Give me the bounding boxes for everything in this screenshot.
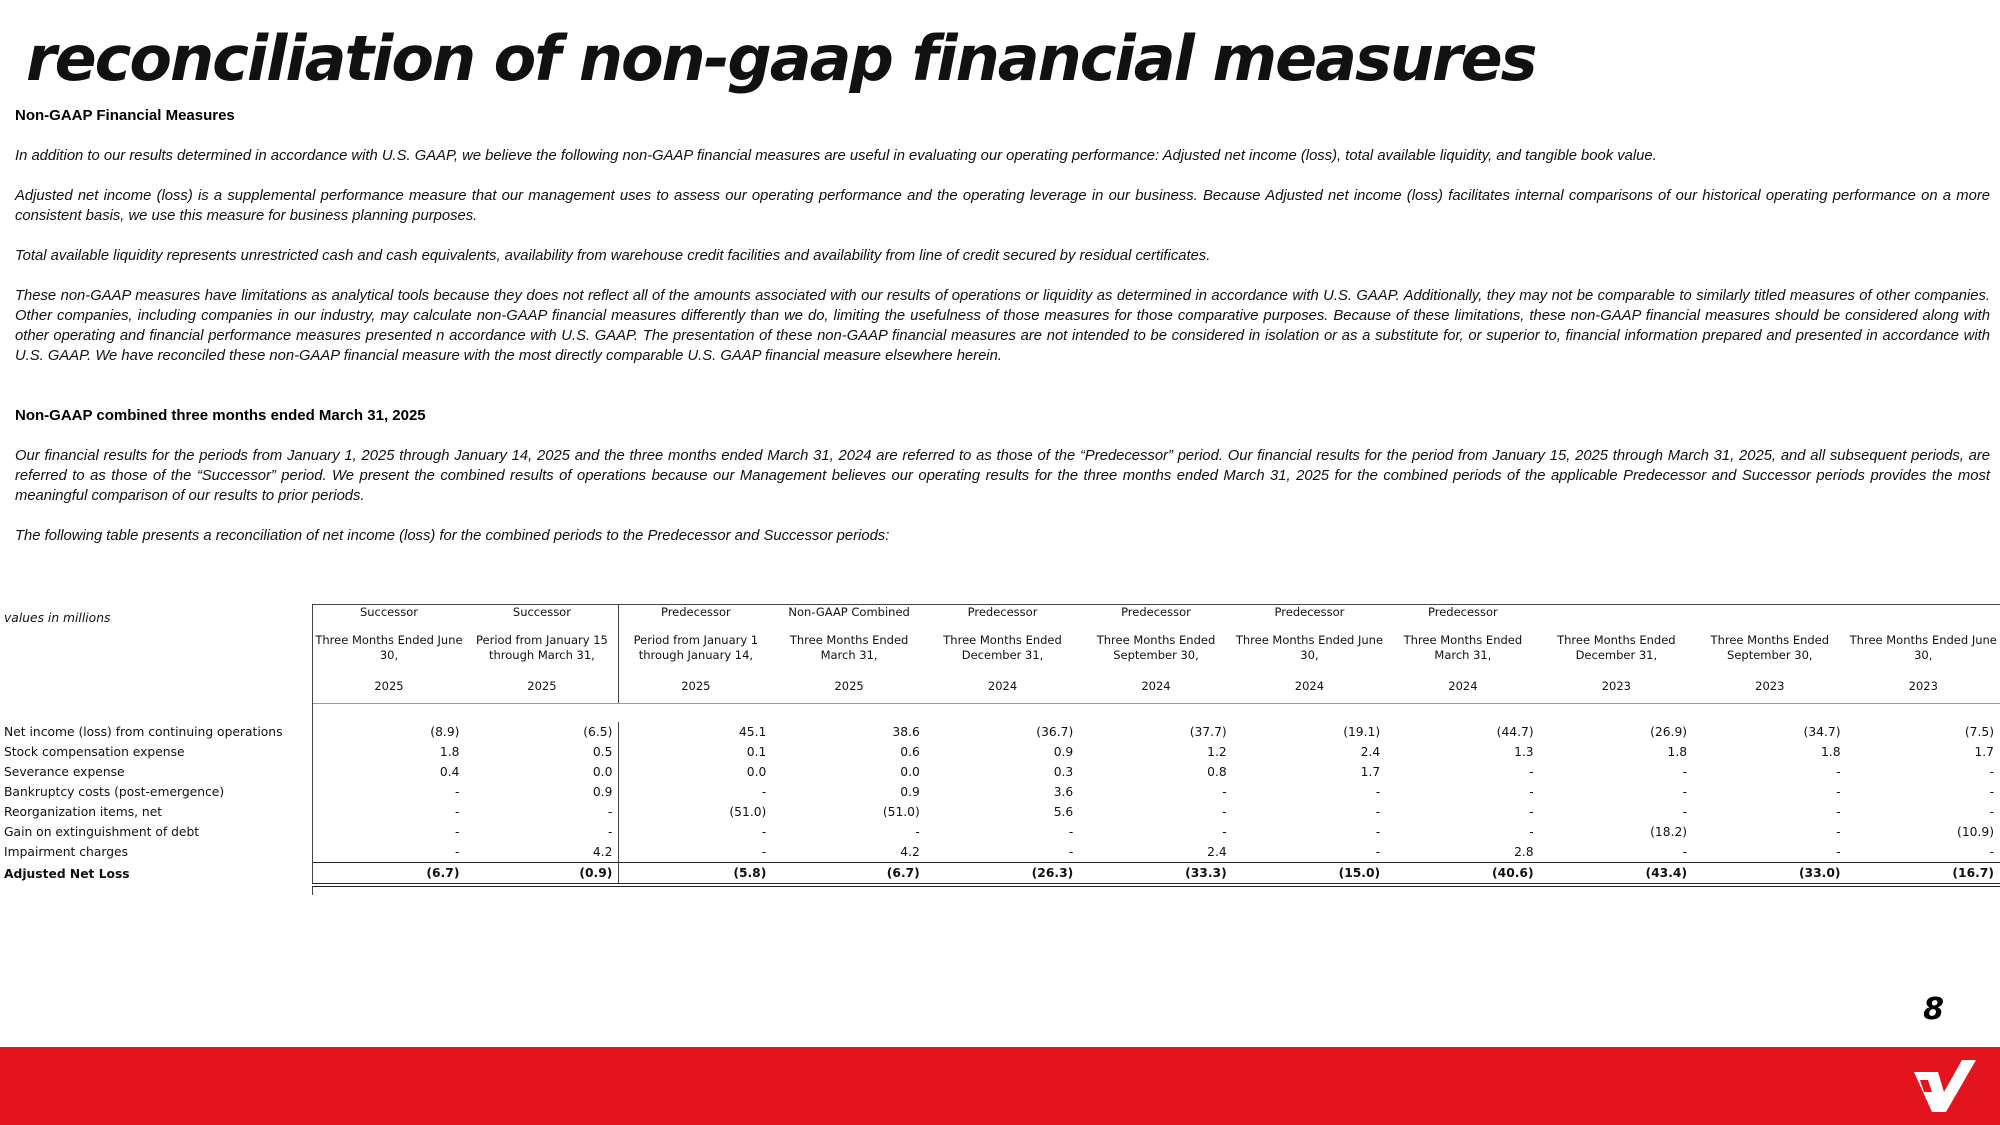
table-cell: 1.8 bbox=[439, 745, 460, 759]
column-type-header: Successor bbox=[465, 605, 618, 634]
table-cell: (26.9) bbox=[1650, 725, 1688, 739]
column-period-header: Three Months Ended June 30, bbox=[315, 633, 463, 662]
column-period-header: Period from January 1 through January 14, bbox=[633, 633, 759, 662]
column-period-header: Three Months Ended March 31, bbox=[789, 633, 909, 662]
table-cell: - bbox=[1233, 842, 1386, 863]
table-cell: - bbox=[1529, 765, 1534, 779]
table-cell: (10.9) bbox=[1957, 825, 1994, 839]
paragraph: Our financial results for the periods from January 1, 2025 through January 14, 2025 and the three months ended March 31, 2024 are referred to as those of the “Predecessor” period. Our financial results for the period from January 15, 2025 through March 31, 2025, and all subsequent periods, are referred to as those of the “Successor” period. We present the combined results of operations because our Management believes our operating results for the three months ended March 31, 2025 for the combined periods of the applicable Predecessor and Successor periods provides the most meaningful comparison of our results to prior periods. bbox=[15, 448, 1990, 504]
table-cell: 3.6 bbox=[1053, 785, 1074, 799]
column-type-header: Predecessor bbox=[1386, 605, 1539, 634]
table-cell: (36.7) bbox=[1036, 725, 1074, 739]
table-row bbox=[0, 722, 2000, 742]
table-cell: (43.4) bbox=[1540, 863, 1693, 886]
table-cell: (15.0) bbox=[1233, 863, 1386, 886]
table-cell: - bbox=[1836, 825, 1841, 839]
column-type-header bbox=[1540, 605, 1693, 634]
column-type-header: Predecessor bbox=[1079, 605, 1232, 634]
table-cell: - bbox=[1540, 842, 1693, 863]
column-type-header: Non-GAAP Combined bbox=[772, 605, 925, 634]
column-period-header: Three Months Ended December 31, bbox=[1557, 633, 1676, 662]
table-cell: - bbox=[761, 825, 767, 839]
table-cell: - bbox=[1682, 785, 1688, 799]
row-label: Net income (loss) from continuing operations bbox=[0, 722, 312, 742]
table-cell: 2.4 bbox=[1079, 842, 1232, 863]
table-cell: (44.7) bbox=[1496, 725, 1534, 739]
units-label: values in millions bbox=[0, 605, 312, 704]
table-cell: 45.1 bbox=[738, 725, 767, 739]
column-year-header: 2025 bbox=[772, 679, 925, 704]
table-cell: - bbox=[465, 802, 618, 822]
table-cell: 1.3 bbox=[1514, 745, 1534, 759]
table-cell: (34.7) bbox=[1803, 725, 1841, 739]
table-cell: - bbox=[1836, 805, 1841, 819]
table-cell: 1.7 bbox=[1360, 765, 1381, 779]
paragraph: These non-GAAP measures have limitations as analytical tools because they does not reflect all of the amounts associated with our results of operations or liquidity as determined in accordance with U.S. GAAP. Additionally, they may not be comparable to similarly titled measures of other companies. Other companies, including companies in our industry, may calculate non-GAAP financial measures differently than we do, limiting the usefulness of those measures for those comparative purposes. Because of these limitations, these non-GAAP financial measures should be considered along with other operating and financial performance measures presented n accordance with U.S. GAAP. The presentation of these non-GAAP financial measures are not intended to be considered in isolation or as a substitute for, or superior to, financial information prepared and presented in accordance with U.S. GAAP. We have reconciled these non-GAAP financial measure with the most directly comparable U.S. GAAP financial measure elsewhere herein. bbox=[15, 288, 1990, 364]
column-year-header: 2025 bbox=[312, 679, 465, 704]
table-cell: - bbox=[1529, 825, 1534, 839]
table-row bbox=[0, 782, 2000, 802]
table-cell: - bbox=[465, 822, 618, 842]
table-cell: 1.2 bbox=[1207, 745, 1227, 759]
table-cell: 0.0 bbox=[465, 762, 618, 782]
table-cell: - bbox=[1529, 805, 1534, 819]
table-cell: (6.7) bbox=[772, 863, 925, 886]
table-cell: 0.6 bbox=[900, 745, 920, 759]
table-cell: - bbox=[761, 785, 767, 799]
table-cell: - bbox=[1222, 785, 1227, 799]
table-row bbox=[0, 802, 2000, 822]
paragraph: In addition to our results determined in accordance with U.S. GAAP, we believe the following non-GAAP financial measures are useful in evaluating our operating performance: Adjusted net income (loss), total available liquidity, and tangible book value. bbox=[15, 148, 1657, 164]
table-cell: - bbox=[915, 825, 920, 839]
column-period-header: Three Months Ended June 30, bbox=[1235, 633, 1384, 662]
column-year-header: 2024 bbox=[926, 679, 1079, 704]
column-type-header: Successor bbox=[312, 605, 465, 634]
section-heading-non-gaap: Non-GAAP Financial Measures bbox=[15, 107, 235, 124]
table-cell: 0.0 bbox=[746, 765, 767, 779]
column-type-header: Predecessor bbox=[619, 605, 772, 634]
table-cell: 1.8 bbox=[1820, 745, 1841, 759]
table-cell: (7.5) bbox=[1964, 725, 1994, 739]
table-cell: 4.2 bbox=[465, 842, 618, 863]
table-cell: - bbox=[1989, 805, 1994, 819]
table-cell: - bbox=[1989, 785, 1994, 799]
page-number: 8 bbox=[1923, 992, 1944, 1027]
table-cell: - bbox=[1222, 805, 1227, 819]
table-cell: (51.0) bbox=[882, 805, 920, 819]
table-cell: - bbox=[926, 842, 1079, 863]
column-year-header: 2023 bbox=[1540, 679, 1693, 704]
paragraph: The following table presents a reconciliation of net income (loss) for the combined periods to the Predecessor and Successor periods: bbox=[15, 528, 890, 544]
table-cell: - bbox=[1847, 842, 2000, 863]
page-title: reconciliation of non-gaap financial measures bbox=[26, 22, 1536, 95]
column-period-header: Three Months Ended June 30, bbox=[1849, 633, 1997, 662]
table-cell: - bbox=[455, 785, 460, 799]
table-cell: - bbox=[1222, 825, 1227, 839]
table-cell: 1.8 bbox=[1667, 745, 1688, 759]
column-period-header: Period from January 15 through March 31, bbox=[465, 633, 618, 679]
table-cell: 0.5 bbox=[465, 742, 618, 762]
table-cell: - bbox=[1836, 765, 1841, 779]
table-cell: - bbox=[312, 842, 465, 863]
table-cell: (37.7) bbox=[1189, 725, 1227, 739]
table-cell: 0.3 bbox=[1053, 765, 1074, 779]
table-cell: (16.7) bbox=[1847, 863, 2000, 886]
table-cell: 0.9 bbox=[1053, 745, 1074, 759]
table-cell: 0.8 bbox=[1207, 765, 1227, 779]
column-year-header: 2024 bbox=[1233, 679, 1386, 704]
company-v-logo-icon bbox=[1912, 1060, 1978, 1112]
column-type-header: Predecessor bbox=[926, 605, 1079, 634]
table-cell: 0.9 bbox=[465, 782, 618, 802]
table-cell: (40.6) bbox=[1386, 863, 1539, 886]
table-cell: (33.0) bbox=[1693, 863, 1846, 886]
table-cell: (6.7) bbox=[312, 863, 465, 886]
table-cell: - bbox=[619, 842, 772, 863]
footer-bar bbox=[0, 1047, 2000, 1125]
table-cell: (18.2) bbox=[1650, 825, 1688, 839]
column-year-header: 2025 bbox=[465, 679, 618, 704]
column-period-header: Three Months Ended March 31, bbox=[1403, 633, 1523, 662]
column-type-header bbox=[1847, 605, 2000, 634]
table-cell: - bbox=[455, 825, 460, 839]
table-cell: - bbox=[1682, 805, 1688, 819]
column-year-header: 2023 bbox=[1693, 679, 1846, 704]
column-type-header: Predecessor bbox=[1233, 605, 1386, 634]
table-row bbox=[0, 742, 2000, 762]
table-cell: (5.8) bbox=[619, 863, 772, 886]
total-row bbox=[0, 863, 2000, 886]
table-cell: - bbox=[1375, 825, 1381, 839]
row-label: Impairment charges bbox=[0, 842, 312, 863]
column-year-header: 2025 bbox=[619, 679, 772, 704]
table-cell: 1.7 bbox=[1974, 745, 1994, 759]
row-label: Bankruptcy costs (post-emergence) bbox=[0, 782, 312, 802]
table-cell: 5.6 bbox=[1053, 805, 1074, 819]
table-cell: (33.3) bbox=[1079, 863, 1232, 886]
table-cell: (8.9) bbox=[430, 725, 460, 739]
table-row bbox=[0, 822, 2000, 842]
table-cell: - bbox=[455, 805, 460, 819]
section-heading-combined: Non-GAAP combined three months ended March 31, 2025 bbox=[15, 407, 426, 424]
table-cell: (51.0) bbox=[729, 805, 767, 819]
table-cell: 2.4 bbox=[1360, 745, 1381, 759]
table-cell: 0.9 bbox=[900, 785, 920, 799]
column-period-header: Three Months Ended December 31, bbox=[943, 633, 1062, 662]
column-year-header: 2024 bbox=[1386, 679, 1539, 704]
table-cell: (19.1) bbox=[1343, 725, 1381, 739]
table-cell: - bbox=[1989, 765, 1994, 779]
row-label: Severance expense bbox=[0, 762, 312, 782]
table-cell: - bbox=[1682, 765, 1688, 779]
column-year-header: 2024 bbox=[1079, 679, 1232, 704]
table-cell: - bbox=[1375, 785, 1381, 799]
table-cell: (0.9) bbox=[465, 863, 618, 886]
table-cell: (26.3) bbox=[926, 863, 1079, 886]
table-cell: - bbox=[1068, 825, 1074, 839]
table-cell: - bbox=[1375, 805, 1381, 819]
table-row bbox=[0, 762, 2000, 782]
table-cell: 0.1 bbox=[746, 745, 767, 759]
text-body bbox=[15, 106, 1990, 546]
paragraph: Total available liquidity represents unrestricted cash and cash equivalents, availability from warehouse credit facilities and availability from line of credit secured by residual certificates. bbox=[15, 248, 1211, 264]
column-period-header: Three Months Ended September 30, bbox=[1710, 633, 1830, 662]
table-cell: 0.4 bbox=[439, 765, 460, 779]
reconciliation-table bbox=[0, 604, 2000, 895]
row-label: Adjusted Net Loss bbox=[0, 863, 312, 886]
column-year-header: 2023 bbox=[1847, 679, 2000, 704]
row-label: Gain on extinguishment of debt bbox=[0, 822, 312, 842]
table-cell: - bbox=[1529, 785, 1534, 799]
table-cell: 4.2 bbox=[772, 842, 925, 863]
column-type-header bbox=[1693, 605, 1846, 634]
row-label: Reorganization items, net bbox=[0, 802, 312, 822]
column-period-header: Three Months Ended September 30, bbox=[1096, 633, 1216, 662]
table-row bbox=[0, 842, 2000, 863]
table-cell: - bbox=[1836, 785, 1841, 799]
table-cell: 2.8 bbox=[1386, 842, 1539, 863]
table-cell: - bbox=[1693, 842, 1846, 863]
table-cell: 0.0 bbox=[900, 765, 920, 779]
table-cell: (6.5) bbox=[465, 722, 618, 742]
row-label: Stock compensation expense bbox=[0, 742, 312, 762]
table-cell: 38.6 bbox=[892, 725, 920, 739]
paragraph: Adjusted net income (loss) is a supplemental performance measure that our management uses to assess our operating performance and the operating leverage in our business. Because Adjusted net income (loss) facilitates internal comparisons of our historical operating performance on a more consistent basis, we use this measure for business planning purposes. bbox=[15, 188, 1990, 224]
